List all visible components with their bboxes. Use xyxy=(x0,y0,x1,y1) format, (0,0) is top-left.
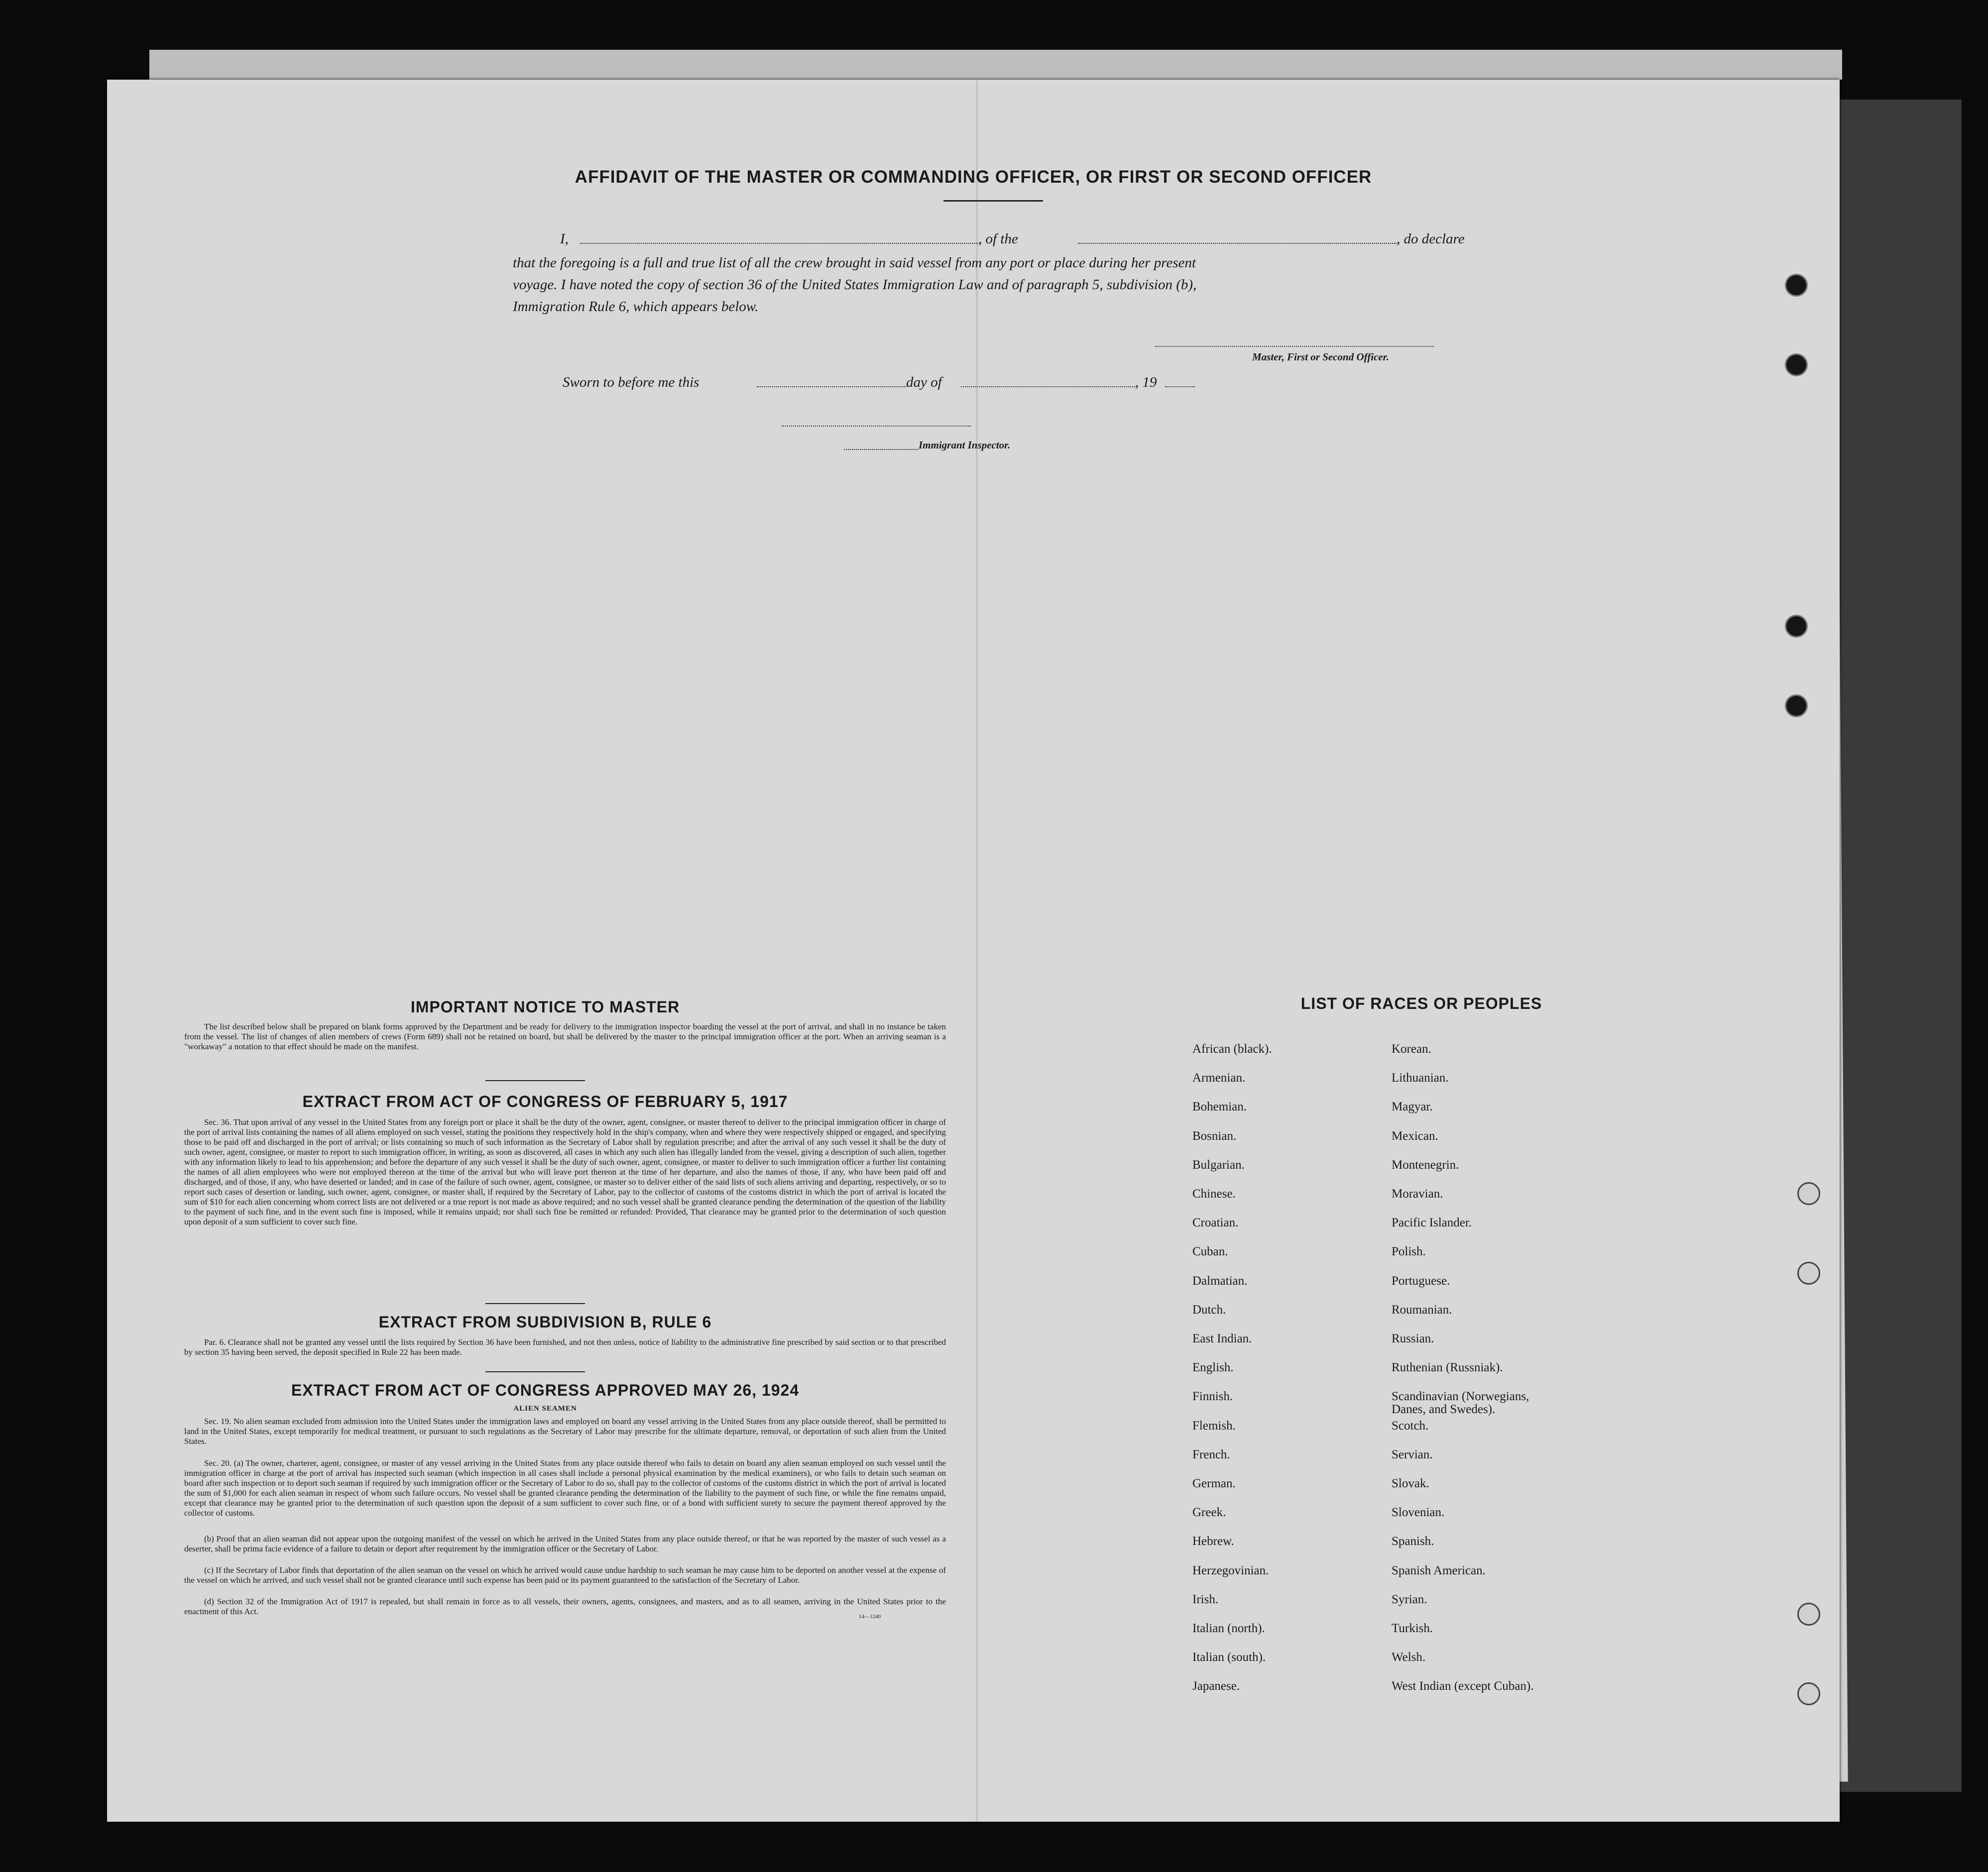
binder-hole-icon xyxy=(1797,1262,1820,1285)
races-title: LIST OF RACES OR PEOPLES xyxy=(1300,994,1542,1012)
extract-rule6-body: Par. 6. Clearance shall not be granted any vessel until the lists required by Section 36 have been furnished, and not then unless, notice of liability to the administrative fine prescribed by said section or to that prescribed by section 35 having been served, the deposit specified in Rule 22 has been made. xyxy=(184,1337,946,1357)
extract-1924-subtitle: ALIEN SEAMEN xyxy=(513,1405,577,1413)
binder-hole-icon xyxy=(1797,1682,1820,1705)
day-of-label: day of xyxy=(906,374,942,390)
title-rule xyxy=(943,200,1043,202)
race-item: Flemish. xyxy=(1192,1419,1236,1432)
vessel-blank-field[interactable] xyxy=(1078,243,1397,244)
inspector-signature-field-2[interactable] xyxy=(844,449,919,450)
binder-hole-icon xyxy=(1785,615,1808,638)
form-number: 14—1240 xyxy=(859,1614,881,1620)
race-item: African (black). xyxy=(1192,1042,1272,1056)
race-item: Turkish. xyxy=(1392,1622,1433,1635)
race-item: Magyar. xyxy=(1392,1100,1433,1114)
race-item: Scotch. xyxy=(1392,1419,1429,1432)
race-item: Slovenian. xyxy=(1392,1506,1445,1520)
race-item: Russian. xyxy=(1392,1332,1434,1345)
extract-1917-body: Sec. 36. That upon arrival of any vessel in the United States from any foreign port or place it shall be the duty of the owner, agent, consignee, or master thereof to deliver to the principal immigration officer in charge of the port of arrival lists containing the names of all aliens employed on such vessel, stating the positions they respectively hold in the ship's company, when and where they were respectively shipped or engaged, and specifying those to be paid off and discharged in the port of arrival; or lists containing so much of such information as the Secretary of Labor shall by regulation prescribe; and after the arrival of any such vessel it shall be the duty of such owner, agent, consignee, or master to report to such immigration officer, in writing, as soon as discovered, all cases in which any such alien has illegally landed from the vessel, giving a description of such alien, together with any information likely to lead to his apprehension; and before the departure of any such vessel it shall be the duty of such owner, agent, consignee, or master to deliver to such immigration officer a further list containing the names of all alien employees who were not employed thereon at the time of the arrival but who will leave port thereon at the time of her departure, and also the names of those, if any, who have been paid off and discharged, and of those, if any, who have deserted or landed; and in case of the failure of such owner, agent, consignee, or master so to deliver either of the said lists of such aliens arriving and departing, respectively, or so to report such cases of desertion or landing, such owner, agent, consignee, or master shall, if required by the Secretary of Labor, pay to the collector of customs of the customs district in which the port of arrival is located the sum of $10 for each alien concerning whom correct lists are not delivered or a true report is not made as above required; and no such vessel shall be granted clearance pending the determination of the question of the liability to the payment of such fine, and in the event such fine is imposed, while it remains unpaid; nor shall such fine be remitted or refunded: Provided, That clearance may be granted prior to the determination of such question upon deposit of a sum sufficient to cover such fine. xyxy=(184,1117,946,1226)
race-item: Greek. xyxy=(1192,1506,1226,1520)
race-item: Hebrew. xyxy=(1192,1535,1234,1548)
inspector-label: Immigrant Inspector. xyxy=(919,439,1011,451)
race-item: English. xyxy=(1192,1361,1234,1375)
back-page-edge xyxy=(149,50,1842,80)
race-item: Dutch. xyxy=(1192,1303,1226,1317)
notice-body: The list described below shall be prepared on blank forms approved by the Department and be ready for delivery to the immigration inspector boarding the vessel at the port of arrival, and shall in no instance be taken from the vessel. The list of changes of alien members of crews (Form 689) shall not be retained on board, but shall be delivered by the master to the principal immigration officer at the port. When an arriving seaman is a "workaway" a notation to that effect should be made on the manifest. xyxy=(184,1022,946,1051)
name-blank-field[interactable] xyxy=(580,243,978,244)
master-signature-label: Master, First or Second Officer. xyxy=(1252,351,1389,363)
race-item: Pacific Islander. xyxy=(1392,1216,1472,1230)
binder-hole-icon xyxy=(1785,694,1808,717)
race-item: French. xyxy=(1192,1447,1230,1461)
notice-rule xyxy=(485,1080,585,1081)
race-item: Chinese. xyxy=(1192,1187,1236,1201)
extract-1924-sec20b: (b) Proof that an alien seaman did not appear upon the outgoing manifest of the vessel on which he arrived in the United States from any place outside thereof, or that he was reported by the master of such vessel as a deserter, shall be prima facie evidence of a failure to detain or deport after requirement by the immigration officer or the Secretary of Labor. xyxy=(184,1534,946,1553)
sworn-year-field[interactable] xyxy=(1165,386,1195,387)
year-label: , 19 xyxy=(1135,374,1157,390)
of-the-label: , of the xyxy=(978,231,1018,247)
extract-1924-sec20c: (c) If the Secretary of Labor finds that deportation of the alien seaman on the vessel on which he arrived would cause undue hardship to such seaman he may cause him to be deported on another vessel at the expense of the vessel on which he arrived, and such vessel shall not be granted clearance until such expense has been paid or its payment guaranteed to the satisfaction of the Secretary of Labor. xyxy=(184,1565,946,1585)
race-item: Bulgarian. xyxy=(1192,1158,1245,1172)
race-item: Lithuanian. xyxy=(1392,1071,1449,1085)
sworn-month-field[interactable] xyxy=(961,386,1135,387)
race-item: East Indian. xyxy=(1192,1332,1252,1345)
race-item: Cuban. xyxy=(1192,1245,1228,1259)
race-item: Servian. xyxy=(1392,1447,1433,1461)
inspector-signature-field[interactable] xyxy=(782,426,971,427)
sworn-day-field[interactable] xyxy=(757,386,906,387)
master-signature-field[interactable] xyxy=(1155,346,1434,347)
i-label: I, xyxy=(560,231,569,247)
notice-title: IMPORTANT NOTICE TO MASTER xyxy=(410,998,680,1016)
race-item: Italian (north). xyxy=(1192,1622,1265,1635)
race-item: Syrian. xyxy=(1392,1592,1427,1606)
extract-1917-title: EXTRACT FROM ACT OF CONGRESS OF FEBRUARY 5, 1917 xyxy=(302,1093,788,1110)
race-item: Bohemian. xyxy=(1192,1100,1247,1114)
binder-hole-icon xyxy=(1797,1603,1820,1626)
race-item: Irish. xyxy=(1192,1592,1219,1606)
race-item: Herzegovinian. xyxy=(1192,1563,1269,1577)
race-item: Korean. xyxy=(1392,1042,1431,1056)
affidavit-title: AFFIDAVIT OF THE MASTER OR COMMANDING OFFICER, OR FIRST OR SECOND OFFICER xyxy=(575,167,1372,187)
race-item: Japanese. xyxy=(1192,1679,1240,1693)
race-item: West Indian (except Cuban). xyxy=(1392,1679,1534,1693)
do-declare-label: , do declare xyxy=(1397,231,1465,247)
sworn-label: Sworn to before me this xyxy=(563,374,700,390)
race-item: Bosnian. xyxy=(1192,1129,1237,1143)
race-item: Roumanian. xyxy=(1392,1303,1452,1317)
race-item: Mexican. xyxy=(1392,1129,1438,1143)
race-item: Dalmatian. xyxy=(1192,1274,1248,1288)
binder-hole-icon xyxy=(1785,353,1808,376)
extract-1924-sec20a: Sec. 20. (a) The owner, charterer, agent, consignee, or master of any vessel arriving in the United States from any place outside thereof who fails to detain on board any alien seaman employed on such vessel until the immigration officer in charge at the port of arrival has inspected such seaman (which inspection in all cases shall include a personal physical examination by the medical examiners), or who fails to detain such seaman on board after such inspection or to deport such seaman if required by such immigration officer or the Secretary of Labor to do so, shall pay to the collector of customs of the customs district in which the port of arrival is located the sum of $1,000 for each alien seaman in respect of whom such failure occurs. No vessel shall be granted clearance pending the determination of the liability to the payment of such fine, or while the fine remains unpaid, except that clearance may be granted prior to the determination of such question upon the deposit of a sum sufficient to cover such fine, or of a bond with sufficient surety to secure the payment thereof approved by the collector of customs. xyxy=(184,1458,946,1518)
race-item: Croatian. xyxy=(1192,1216,1239,1230)
affidavit-body-line-3: Immigration Rule 6, which appears below. xyxy=(513,299,759,315)
manifest-page xyxy=(107,80,1840,1822)
race-item: Welsh. xyxy=(1392,1651,1426,1664)
extract-1924-sec20d: (d) Section 32 of the Immigration Act of 1917 is repealed, but shall remain in force as to all vessels, their owners, agents, consignees, and masters, and as to all seamen, arriving in the United States prior to the enactment of this Act. xyxy=(184,1597,946,1616)
race-item: Slovak. xyxy=(1392,1477,1429,1490)
extract-rule6-title: EXTRACT FROM SUBDIVISION B, RULE 6 xyxy=(378,1313,712,1331)
extract-rule6-rule xyxy=(485,1371,585,1372)
binder-hole-icon xyxy=(1785,274,1808,297)
race-item: Moravian. xyxy=(1392,1187,1443,1201)
race-item: Italian (south). xyxy=(1192,1651,1266,1664)
extract-1917-rule xyxy=(485,1303,585,1304)
extract-1924-title: EXTRACT FROM ACT OF CONGRESS APPROVED MAY 26, 1924 xyxy=(291,1381,800,1399)
binder-hole-icon xyxy=(1797,1182,1820,1205)
race-item: Spanish. xyxy=(1392,1535,1434,1548)
race-item: Ruthenian (Russniak). xyxy=(1392,1361,1503,1375)
race-item: German. xyxy=(1192,1477,1236,1490)
race-item: Armenian. xyxy=(1192,1071,1246,1085)
affidavit-body-line-2: voyage. I have noted the copy of section 36 of the United States Immigration Law and of paragraph 5, subdivision (b), xyxy=(513,277,1197,293)
race-item: Scandinavian (Norwegians, Danes, and Swedes). xyxy=(1392,1390,1529,1417)
race-item: Finnish. xyxy=(1192,1390,1233,1404)
extract-1924-sec19: Sec. 19. No alien seaman excluded from admission into the United States under the immigration laws and employed on board any vessel arriving in the United States from any place outside thereof, shall be permitted to land in the United States, except temporarily for medical treatment, or pursuant to such regulations as the Secretary of Labor may prescribe for the ultimate departure, removal, or deportation of such alien from the United States. xyxy=(184,1417,946,1446)
race-item: Portuguese. xyxy=(1392,1274,1450,1288)
race-item: Montenegrin. xyxy=(1392,1158,1459,1172)
race-item: Spanish American. xyxy=(1392,1563,1486,1577)
page-fold-line xyxy=(976,80,978,1822)
affidavit-body-line-1: that the foregoing is a full and true list of all the crew brought in said vessel from any port or place during her present xyxy=(513,255,1196,271)
race-item: Polish. xyxy=(1392,1245,1426,1259)
